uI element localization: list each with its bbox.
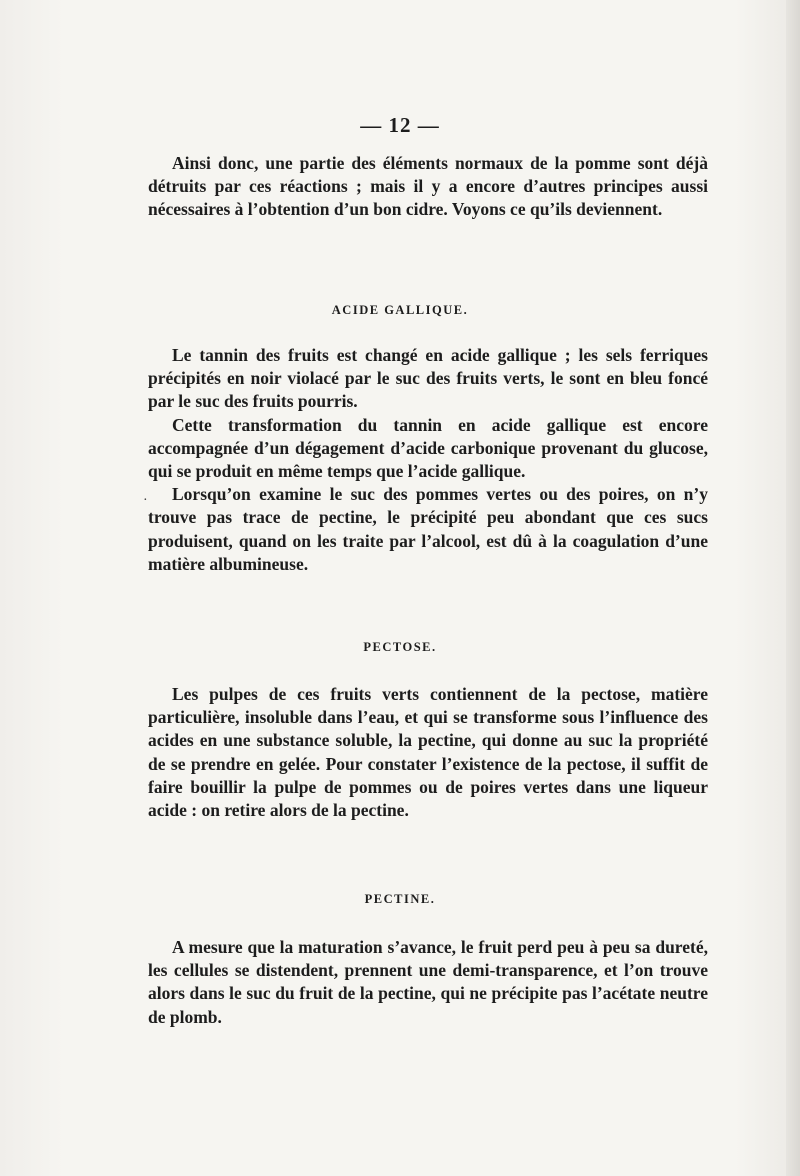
heading-pectose: PECTOSE. (363, 640, 437, 654)
stray-mark: · (143, 493, 148, 508)
paragraph: Lorsqu’on examine le suc des pommes vertes ou des poires, on n’y trouve pas trace de pectine, le précipité peu abondant que ces sucs produisent, quand on les traite par l’alcool, est dû à la coagulation d’une matière albumineuse. (148, 484, 708, 574)
page-edge (786, 0, 800, 1176)
page-number: — 12 — (360, 113, 440, 137)
paragraph: Les pulpes de ces fruits verts contiennent de la pectose, matière particulière, insoluble dans l’eau, et qui se transforme sous l’influence des acides en une substance soluble, la pectine, qui donne au suc la propriété de se prendre en gelée. Pour constater l’existence de la pectose, il suffit de faire bouillir la pulpe de pommes ou de poires vertes dans une liqueur acide : on retire alors de la pectine. (148, 684, 708, 821)
heading-acide-gallique: ACIDE GALLIQUE. (331, 303, 469, 317)
acide-gallique-text (148, 344, 708, 576)
intro-text (148, 152, 708, 222)
paragraph: Cette transformation du tannin en acide gallique est encore accompagnée d’un dégagement d’acide carbonique provenant du glucose, qui se produit en même temps que l’acide gallique. (148, 414, 708, 482)
paragraph: A mesure que la maturation s’avance, le fruit perd peu à peu sa dureté, les cellules se distendent, prennent une demi-transparence, et l’on trouve alors dans le suc du fruit de la pectine, qui ne précipite pas l’acétate neutre de plomb. (148, 937, 708, 1027)
pectose-text (148, 683, 708, 822)
pectine-text (148, 936, 708, 1029)
paragraph: Le tannin des fruits est changé en acide gallique ; les sels ferriques précipités en noir violacé par le suc des fruits verts, le sont en bleu foncé par le suc des fruits pourris. (148, 345, 708, 412)
paragraph: Ainsi donc, une partie des éléments normaux de la pomme sont déjà détruits par ces réactions ; mais il y a encore d’autres principes aussi nécessaires à l’obtention d’un bon cidre. Voyons ce qu’ils deviennent. (148, 153, 708, 220)
heading-pectine: PECTINE. (364, 892, 436, 906)
